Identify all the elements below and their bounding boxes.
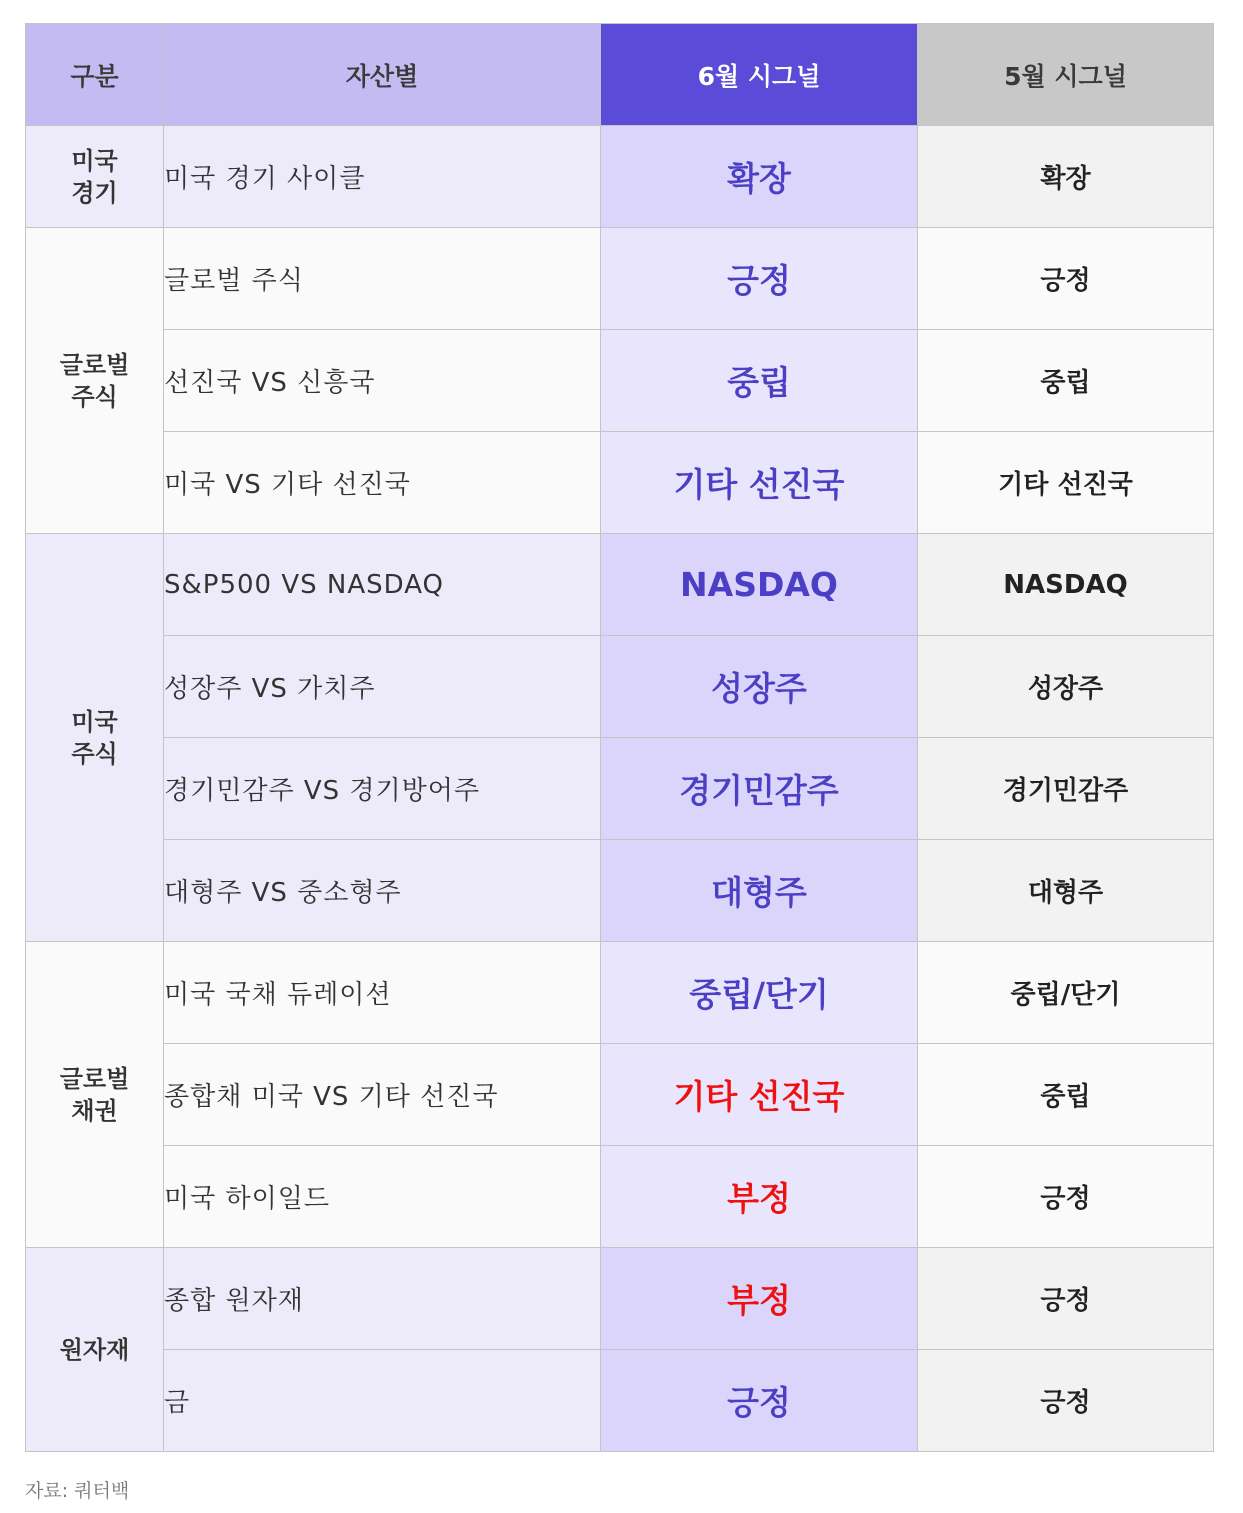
asset-cell: 미국 하이일드 xyxy=(164,1146,601,1248)
may-signal-cell: 기타 선진국 xyxy=(918,432,1214,534)
category-label: 주식 xyxy=(71,382,118,411)
june-signal-cell: 중립 xyxy=(601,330,918,432)
asset-cell: S&P500 VS NASDAQ xyxy=(164,534,601,636)
category-label: 미국 xyxy=(71,146,118,175)
asset-cell: 미국 VS 기타 선진국 xyxy=(164,432,601,534)
june-signal-cell: 긍정 xyxy=(601,228,918,330)
header-asset: 자산별 xyxy=(164,24,601,126)
june-signal-cell: 부정 xyxy=(601,1146,918,1248)
june-signal-cell: 기타 선진국 xyxy=(601,432,918,534)
may-signal-cell: 중립 xyxy=(918,330,1214,432)
may-signal-cell: 긍정 xyxy=(918,1248,1214,1350)
table-row xyxy=(26,636,1214,738)
may-signal-cell: 경기민감주 xyxy=(918,738,1214,840)
table-row xyxy=(26,840,1214,942)
asset-cell: 미국 국채 듀레이션 xyxy=(164,942,601,1044)
category-label: 경기 xyxy=(71,178,118,207)
may-signal-cell: NASDAQ xyxy=(918,534,1214,636)
table-row xyxy=(26,1146,1214,1248)
category-cell-global-equity xyxy=(26,228,164,534)
june-signal-cell: 중립/단기 xyxy=(601,942,918,1044)
june-signal-cell: 기타 선진국 xyxy=(601,1044,918,1146)
asset-cell: 선진국 VS 신흥국 xyxy=(164,330,601,432)
table-row xyxy=(26,1350,1214,1452)
may-signal-cell: 성장주 xyxy=(918,636,1214,738)
table-row xyxy=(26,942,1214,1044)
asset-cell: 대형주 VS 중소형주 xyxy=(164,840,601,942)
june-signal-cell: 긍정 xyxy=(601,1350,918,1452)
category-label: 채권 xyxy=(71,1096,118,1125)
table-row xyxy=(26,432,1214,534)
june-signal-cell: 대형주 xyxy=(601,840,918,942)
june-signal-cell: 성장주 xyxy=(601,636,918,738)
header-row xyxy=(26,24,1214,126)
table-row xyxy=(26,1044,1214,1146)
header-category: 구분 xyxy=(26,24,164,126)
table-row xyxy=(26,126,1214,228)
asset-cell: 경기민감주 VS 경기방어주 xyxy=(164,738,601,840)
asset-cell: 종합채 미국 VS 기타 선진국 xyxy=(164,1044,601,1146)
may-signal-cell: 중립/단기 xyxy=(918,942,1214,1044)
source-note: 자료: 쿼터백 xyxy=(25,1480,130,1502)
may-signal-cell: 중립 xyxy=(918,1044,1214,1146)
june-signal-cell: 경기민감주 xyxy=(601,738,918,840)
june-signal-cell: NASDAQ xyxy=(601,534,918,636)
category-label: 글로벌 xyxy=(59,350,130,379)
signal-table xyxy=(25,23,1214,1452)
may-signal-cell: 대형주 xyxy=(918,840,1214,942)
table-row xyxy=(26,330,1214,432)
table-row xyxy=(26,228,1214,330)
category-label: 주식 xyxy=(71,739,118,768)
category-cell-us-equity xyxy=(26,534,164,942)
category-cell-global-bond xyxy=(26,942,164,1248)
category-cell-us-economy xyxy=(26,126,164,228)
category-cell-commodity xyxy=(26,1248,164,1452)
asset-cell: 종합 원자재 xyxy=(164,1248,601,1350)
asset-cell: 성장주 VS 가치주 xyxy=(164,636,601,738)
category-label: 원자재 xyxy=(59,1335,130,1364)
may-signal-cell: 긍정 xyxy=(918,228,1214,330)
may-signal-cell: 긍정 xyxy=(918,1350,1214,1452)
category-label: 글로벌 xyxy=(59,1064,130,1093)
asset-cell: 미국 경기 사이클 xyxy=(164,126,601,228)
asset-cell: 금 xyxy=(164,1350,601,1452)
asset-cell: 글로벌 주식 xyxy=(164,228,601,330)
june-signal-cell: 확장 xyxy=(601,126,918,228)
may-signal-cell: 확장 xyxy=(918,126,1214,228)
header-may-signal: 5월 시그널 xyxy=(918,24,1214,126)
table-row xyxy=(26,534,1214,636)
may-signal-cell: 긍정 xyxy=(918,1146,1214,1248)
category-label: 미국 xyxy=(71,707,118,736)
table-row xyxy=(26,738,1214,840)
header-june-signal: 6월 시그널 xyxy=(601,24,918,126)
june-signal-cell: 부정 xyxy=(601,1248,918,1350)
table-row xyxy=(26,1248,1214,1350)
